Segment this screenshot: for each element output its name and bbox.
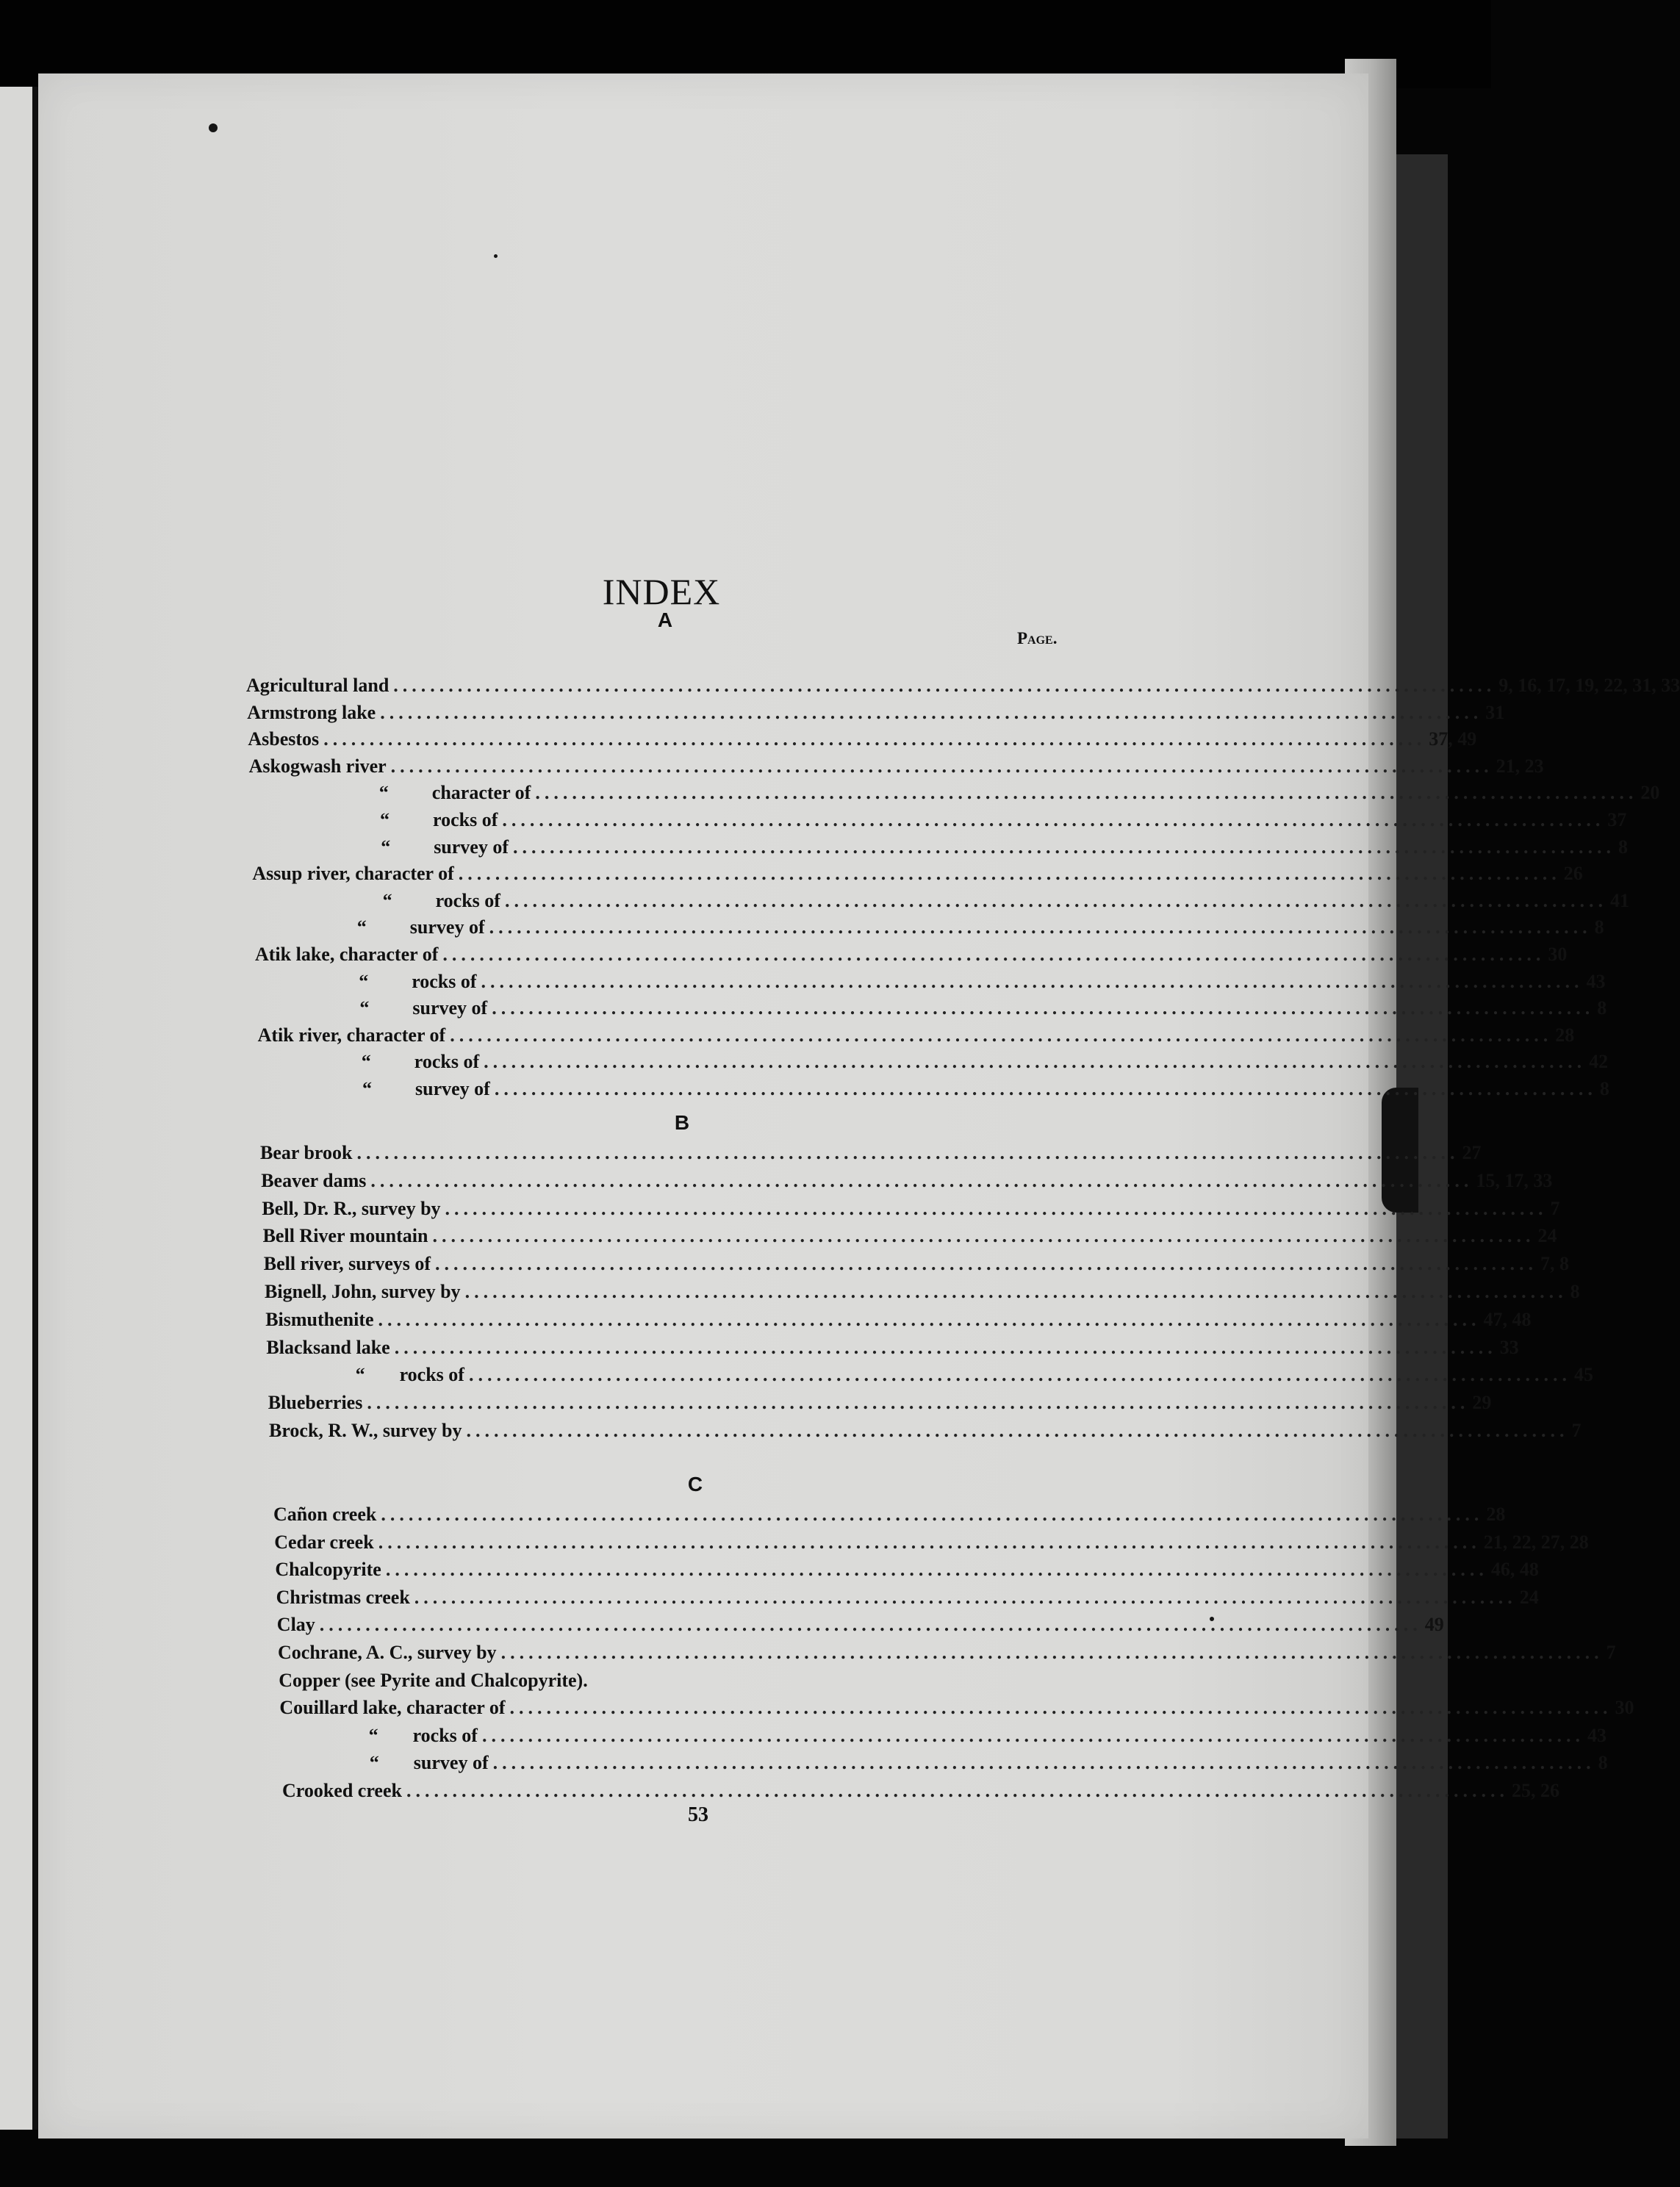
- dot-leader: ........................................................................................................................: [458, 863, 1561, 885]
- entry-pages: 27: [1462, 1142, 1482, 1163]
- entry-pages: 41: [1609, 889, 1629, 911]
- dot-leader: ........................................................................................................................: [445, 1197, 1548, 1219]
- entry-pages: 7: [1571, 1420, 1582, 1441]
- entry-pages: 43: [1587, 1724, 1607, 1746]
- entry-text: Bignell, John, survey by: [265, 1281, 461, 1302]
- entry-pages: 37, 49: [1429, 728, 1477, 750]
- index-entry: [265, 1308, 1532, 1331]
- entry-text: survey of: [412, 997, 488, 1019]
- index-entry: [278, 1642, 1616, 1664]
- entry-text: Armstrong lake: [247, 701, 376, 723]
- index-entry: [259, 1078, 1609, 1100]
- entry-label: [252, 863, 453, 885]
- ditto-mark: “: [359, 997, 370, 1019]
- dot-leader: ........................................................................................................................: [378, 1531, 1481, 1553]
- entry-text: Copper (see Pyrite and Chalcopyrite).: [279, 1669, 588, 1691]
- entry-text: rocks of: [435, 889, 500, 911]
- index-entry: [248, 728, 1477, 750]
- dot-leader: ........................................................................................................................: [468, 1364, 1571, 1386]
- entry-pages: 29: [1472, 1392, 1492, 1414]
- dot-leader: ........................................................................................................................: [414, 1586, 1517, 1608]
- entry-text: Atik lake, character of: [255, 944, 439, 965]
- index-entry: [279, 1670, 1105, 1692]
- index-entry: [265, 1281, 1580, 1303]
- dot-leader: ........................................................................................................................: [370, 1169, 1473, 1191]
- entry-pages: 25, 26: [1511, 1780, 1559, 1801]
- dot-leader: ........................................................................................................................: [513, 836, 1616, 858]
- entry-text: Agricultural land: [246, 675, 390, 696]
- index-entry: [247, 701, 1505, 724]
- entry-label: [277, 1614, 315, 1636]
- entry-text: rocks of: [399, 1364, 464, 1386]
- entry-label: [269, 1420, 462, 1442]
- dot-leader: ........................................................................................................................: [535, 782, 1638, 804]
- entry-label: [261, 1170, 366, 1192]
- index-entry: [263, 1253, 1570, 1275]
- entry-text: character of: [431, 782, 531, 804]
- dot-leader: ........................................................................................................................: [492, 997, 1595, 1019]
- index-entry: [254, 889, 1629, 912]
- entry-pages: 7: [1606, 1642, 1616, 1663]
- ditto-mark: “: [356, 916, 367, 938]
- entry-label: [274, 1531, 374, 1554]
- entry-text: rocks of: [412, 1724, 478, 1746]
- entry-pages: 24: [1537, 1225, 1557, 1247]
- entry-text: Christmas creek: [276, 1586, 410, 1608]
- entry-pages: 26: [1563, 863, 1583, 885]
- entry-text: rocks of: [414, 1051, 480, 1073]
- index-entry: [259, 1051, 1609, 1073]
- dot-leader: ........................................................................................................................: [492, 1752, 1595, 1774]
- entry-label: [256, 971, 476, 993]
- entry-pages: 7, 8: [1540, 1253, 1570, 1275]
- entry-label: [251, 836, 509, 858]
- dot-leader: ........................................................................................................................: [406, 1780, 1509, 1801]
- index-entry: [269, 1420, 1582, 1442]
- entry-pages: 8: [1599, 1078, 1609, 1099]
- dot-leader: ........................................................................................................................: [500, 1642, 1604, 1663]
- ditto-mark: “: [368, 1724, 378, 1746]
- entry-label: [273, 1504, 376, 1526]
- index-entry: [274, 1531, 1589, 1554]
- entry-pages: 33: [1499, 1336, 1519, 1358]
- entry-pages: 7: [1550, 1197, 1560, 1219]
- entry-pages: 43: [1586, 970, 1606, 992]
- entry-text: survey of: [409, 916, 485, 938]
- index-entry: [250, 782, 1660, 804]
- entry-pages: 9, 16, 17, 19, 22, 31, 33: [1498, 675, 1680, 696]
- dot-leader: ........................................................................................................................: [509, 1697, 1612, 1719]
- entry-label: [268, 1392, 363, 1414]
- book-page: [38, 73, 1368, 2138]
- dot-leader: ........................................................................................................................: [484, 1051, 1587, 1073]
- index-entry: [276, 1586, 1539, 1609]
- entry-text: Cedar creek: [274, 1531, 374, 1553]
- index-entry: [266, 1336, 1519, 1359]
- entry-label: [248, 728, 319, 750]
- entry-text: Cochrane, A. C., survey by: [278, 1642, 497, 1663]
- entry-text: Askogwash river: [248, 755, 387, 777]
- index-entry: [260, 1142, 1482, 1164]
- entry-label: [263, 1225, 428, 1247]
- index-title: INDEX: [602, 570, 721, 612]
- dot-leader: ........................................................................................................................: [394, 1336, 1497, 1358]
- index-entry: [254, 916, 1604, 938]
- index-entry: [268, 1392, 1492, 1414]
- entry-pages: 30: [1615, 1697, 1634, 1719]
- entry-label: [256, 997, 487, 1019]
- index-entry: [257, 1024, 1575, 1046]
- dot-leader: ........................................................................................................................: [442, 944, 1546, 965]
- entry-text: Cañon creek: [273, 1504, 377, 1525]
- index-entry: [273, 1504, 1506, 1526]
- dot-leader: ........................................................................................................................: [489, 916, 1592, 938]
- entry-pages: 8: [1570, 1281, 1580, 1302]
- dot-leader: ........................................................................................................................: [494, 1078, 1597, 1099]
- index-entry: [262, 1197, 1560, 1220]
- entry-text: Bell River mountain: [262, 1225, 428, 1247]
- dot-leader: ........................................................................................................................: [464, 1281, 1568, 1302]
- entry-text: Atik river, character of: [257, 1024, 446, 1046]
- entry-pages: 46, 48: [1490, 1559, 1539, 1581]
- entry-text: Blueberries: [268, 1392, 363, 1414]
- entry-text: Blacksand lake: [266, 1336, 390, 1358]
- entry-pages: 24: [1519, 1586, 1539, 1608]
- entry-pages: 28: [1486, 1504, 1506, 1525]
- section-letter-c: C: [687, 1473, 703, 1495]
- entry-label: [268, 1364, 464, 1386]
- entry-pages: 37: [1607, 809, 1627, 830]
- entry-text: Bismuthenite: [265, 1308, 374, 1330]
- entry-pages: 30: [1548, 944, 1568, 965]
- ditto-mark: “: [378, 782, 389, 804]
- dot-leader: ........................................................................................................................: [504, 889, 1607, 911]
- dot-leader: ........................................................................................................................: [390, 755, 1493, 777]
- entry-label: [246, 675, 389, 697]
- entry-pages: 21, 23: [1496, 755, 1544, 777]
- entry-label: [264, 1253, 431, 1275]
- index-entry: [262, 1225, 1557, 1247]
- index-entry: [248, 755, 1544, 778]
- entry-pages: 8: [1598, 1752, 1608, 1774]
- entry-text: Bell river, surveys of: [263, 1253, 431, 1275]
- entry-label: [265, 1309, 373, 1331]
- entry-label: [250, 782, 531, 804]
- facing-page-edge: [0, 87, 38, 2130]
- entry-label: [265, 1281, 461, 1303]
- entry-pages: 15, 17, 33: [1476, 1169, 1553, 1191]
- dot-leader: ........................................................................................................................: [435, 1253, 1538, 1275]
- ditto-mark: “: [382, 889, 392, 911]
- entry-label: [279, 1670, 588, 1692]
- entry-label: [279, 1697, 505, 1719]
- index-entry: [268, 1364, 1593, 1386]
- entry-label: [254, 890, 500, 912]
- entry-pages: 20: [1640, 782, 1660, 804]
- entry-text: Crooked creek: [282, 1780, 402, 1801]
- entry-label: [281, 1752, 489, 1774]
- index-entry: [252, 863, 1583, 885]
- entry-label: [247, 702, 376, 724]
- entry-label: [260, 1142, 352, 1164]
- entry-label: [282, 1780, 402, 1802]
- entry-text: Bell, Dr. R., survey by: [262, 1197, 441, 1219]
- ditto-mark: “: [359, 970, 369, 992]
- entry-pages: 8: [1594, 916, 1604, 938]
- entry-label: [275, 1559, 381, 1581]
- index-entry: [256, 997, 1607, 1019]
- entry-text: Brock, R. W., survey by: [269, 1420, 462, 1441]
- index-entry: [279, 1697, 1634, 1719]
- entry-text: Clay: [276, 1614, 315, 1636]
- index-entry: [282, 1780, 1559, 1802]
- entry-text: survey of: [415, 1078, 490, 1099]
- index-entry: [281, 1724, 1607, 1747]
- entry-label: [254, 916, 485, 938]
- dot-leader: ........................................................................................................................: [432, 1225, 1535, 1247]
- dot-leader: ........................................................................................................................: [356, 1142, 1460, 1163]
- entry-label: [276, 1587, 410, 1609]
- entry-text: Chalcopyrite: [275, 1559, 381, 1581]
- entry-label: [262, 1198, 440, 1220]
- entry-pages: 28: [1555, 1024, 1575, 1046]
- dot-leader: ........................................................................................................................: [393, 675, 1496, 696]
- speck-mark: [209, 123, 218, 132]
- entry-text: survey of: [413, 1752, 489, 1774]
- entry-label: [266, 1337, 390, 1359]
- entry-label: [259, 1051, 479, 1073]
- entry-text: rocks of: [412, 970, 477, 992]
- dot-leader: ........................................................................................................................: [481, 1724, 1584, 1746]
- speck-mark: [494, 254, 498, 258]
- dot-leader: ........................................................................................................................: [450, 1024, 1553, 1046]
- entry-text: Beaver dams: [261, 1169, 367, 1191]
- dot-leader: ........................................................................................................................: [481, 970, 1584, 992]
- entry-label: [258, 1024, 446, 1046]
- section-letter-b: B: [674, 1111, 690, 1134]
- entry-label: [251, 809, 498, 831]
- index-entry: [275, 1559, 1539, 1581]
- entry-pages: 47, 48: [1483, 1308, 1532, 1330]
- entry-text: Bear brook: [260, 1142, 353, 1163]
- index-entry: [251, 809, 1627, 831]
- index-entry: [246, 675, 1680, 697]
- entry-label: [259, 1078, 490, 1100]
- entry-pages: 8: [1597, 997, 1607, 1019]
- entry-pages: 45: [1573, 1364, 1593, 1386]
- entry-text: Couillard lake, character of: [279, 1697, 506, 1719]
- index-entry: [256, 970, 1606, 993]
- entry-text: Asbestos: [248, 728, 320, 750]
- dot-leader: ........................................................................................................................: [378, 1308, 1481, 1330]
- entry-text: survey of: [434, 836, 509, 858]
- dot-leader: ........................................................................................................................: [381, 1504, 1484, 1525]
- index-entry: [276, 1614, 1444, 1636]
- dot-leader: ........................................................................................................................: [319, 1614, 1422, 1636]
- index-entry: [251, 836, 1629, 858]
- section-letter-a: A: [657, 608, 673, 631]
- dot-leader: ........................................................................................................................: [323, 728, 1426, 750]
- ditto-mark: “: [362, 1078, 372, 1099]
- index-entry: [261, 1169, 1553, 1192]
- entry-pages: 31: [1485, 701, 1505, 723]
- ditto-mark: “: [381, 836, 391, 858]
- ditto-mark: “: [380, 809, 390, 830]
- index-entry: [281, 1752, 1608, 1774]
- entry-pages: 8: [1618, 836, 1629, 858]
- entry-pages: 42: [1589, 1051, 1609, 1073]
- entry-text: Assup river, character of: [252, 863, 454, 885]
- page-column-heading: Page.: [1017, 629, 1058, 647]
- entry-text: rocks of: [433, 809, 498, 830]
- page-number: 53: [688, 1803, 708, 1826]
- entry-label: [281, 1725, 478, 1747]
- dot-leader: ........................................................................................................................: [466, 1420, 1569, 1441]
- index-entry: [255, 944, 1568, 966]
- entry-pages: 49: [1424, 1614, 1444, 1636]
- entry-label: [249, 755, 387, 778]
- ditto-mark: “: [369, 1752, 379, 1774]
- entry-pages: 21, 22, 27, 28: [1483, 1531, 1589, 1553]
- dot-leader: ........................................................................................................................: [367, 1392, 1470, 1414]
- dot-leader: ........................................................................................................................: [385, 1559, 1488, 1581]
- dot-leader: ........................................................................................................................: [380, 701, 1483, 723]
- entry-label: [255, 944, 438, 966]
- ditto-mark: “: [361, 1051, 371, 1073]
- entry-label: [278, 1642, 497, 1664]
- dot-leader: ........................................................................................................................: [502, 809, 1605, 830]
- ditto-mark: “: [355, 1364, 365, 1386]
